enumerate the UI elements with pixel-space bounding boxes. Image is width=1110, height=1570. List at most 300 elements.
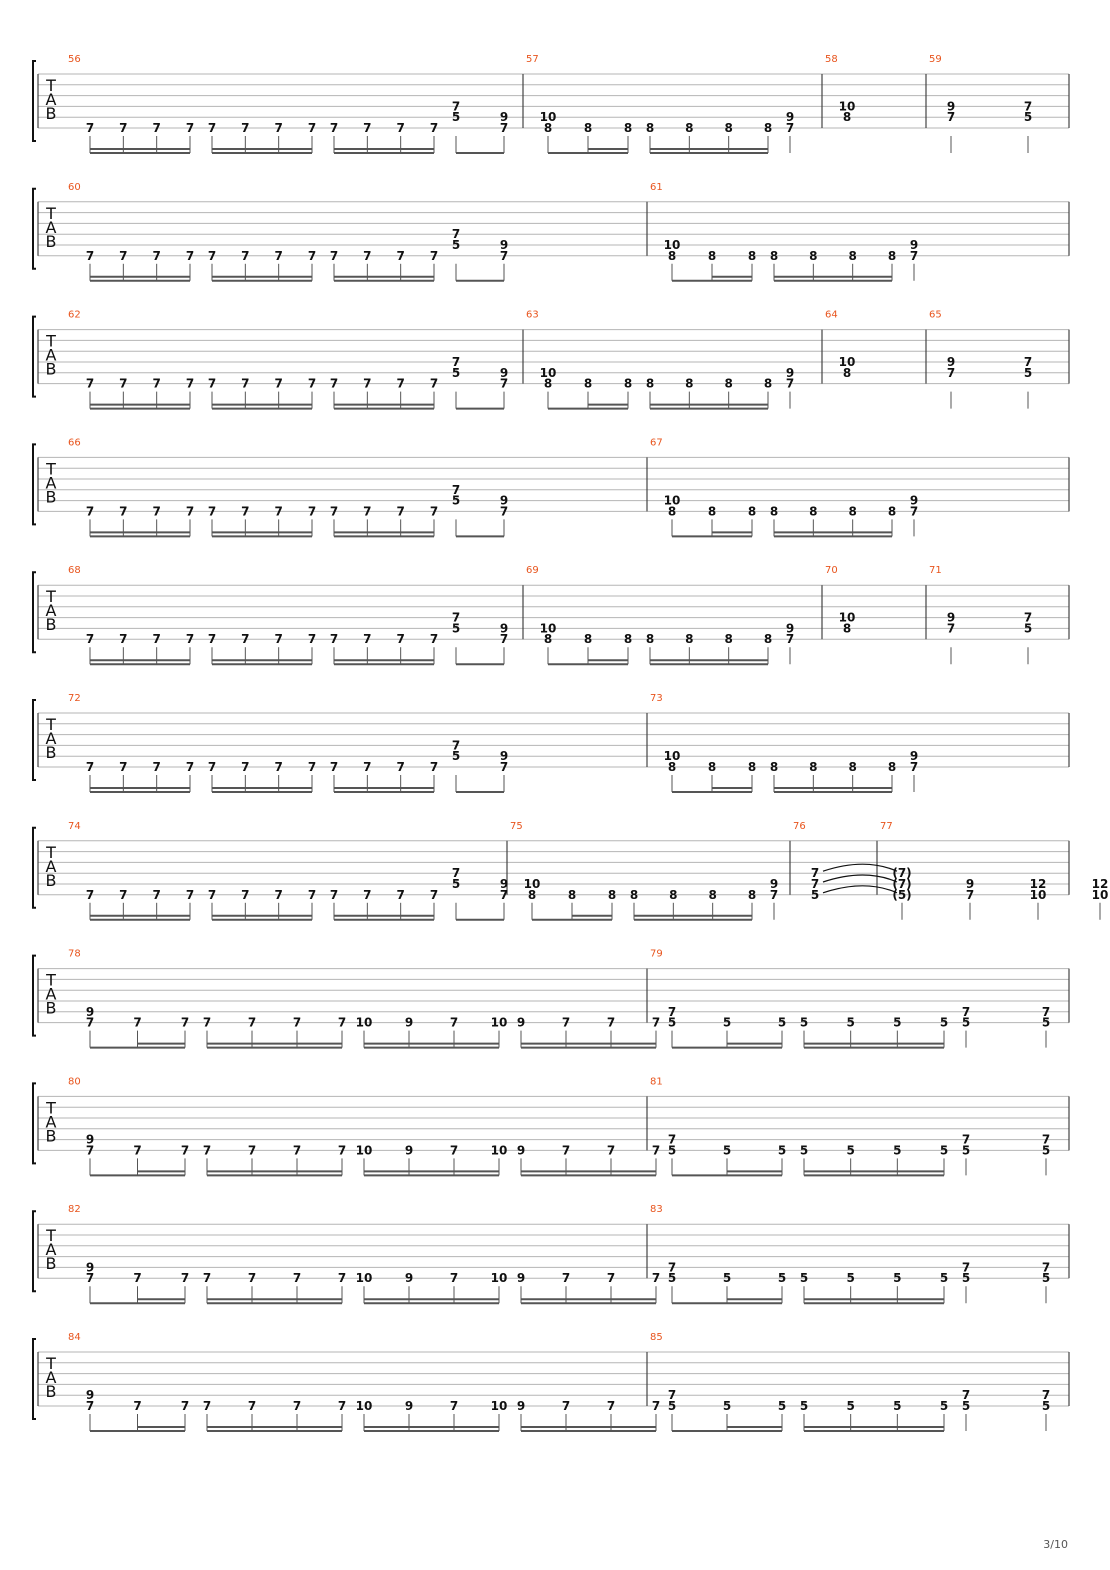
fret-number: 8	[708, 887, 717, 902]
system-bracket	[33, 189, 36, 269]
fret-number: 7	[1023, 610, 1033, 625]
fret-number: 7	[561, 1143, 571, 1158]
fret-number: 5	[1041, 1399, 1051, 1413]
fret-number: 8	[887, 760, 897, 774]
tab-clef-letter: B	[45, 615, 57, 635]
measure-number: 67	[650, 437, 663, 449]
fret-number: 7	[247, 1271, 257, 1286]
fret-number: 7	[152, 504, 161, 519]
fret-number: 7	[1041, 1260, 1051, 1275]
fret-number: 10	[838, 355, 856, 369]
fret-number: 7	[119, 248, 128, 263]
fret-number: 7	[1041, 1004, 1051, 1019]
fret-number: 7	[499, 632, 509, 647]
fret-number: 8	[747, 504, 757, 519]
tab-clef-letter: B	[45, 743, 57, 762]
fret-number: 7	[274, 376, 283, 391]
tab-clef-letter: B	[45, 998, 57, 1018]
fret-number: 5	[451, 110, 461, 125]
fret-number: 5	[961, 1399, 971, 1413]
fret-number: 8	[809, 248, 818, 263]
fret-number: 5	[846, 1143, 855, 1158]
fret-number: 8	[645, 632, 655, 647]
fret-number: 7	[651, 1015, 661, 1030]
fret-number: 7	[307, 632, 317, 647]
fret-number: 7	[961, 1004, 971, 1019]
fret-number: 8	[809, 504, 818, 519]
fret-number: 7	[667, 1388, 677, 1403]
fret-number: 7	[363, 632, 372, 647]
fret-number: 7	[363, 121, 372, 135]
fret-number: 7	[667, 1132, 677, 1147]
fret-number: 7	[785, 121, 795, 135]
fret-number: 10	[663, 493, 681, 508]
tab-clef-letter: B	[45, 104, 57, 123]
fret-number: 5	[939, 1399, 949, 1413]
fret-number: 7	[241, 248, 250, 263]
fret-number: 8	[629, 887, 639, 902]
fret-number: 10	[1029, 887, 1047, 902]
fret-number: 10	[355, 1399, 373, 1413]
fret-number: 7	[180, 1015, 190, 1030]
measure-number: 66	[68, 437, 81, 449]
fret-number: 7	[606, 1399, 616, 1413]
fret-number: 7	[85, 504, 95, 519]
fret-number: 7	[152, 376, 161, 391]
measure-number: 80	[68, 1076, 81, 1088]
fret-number: 7	[396, 760, 405, 774]
fret-number: 8	[848, 760, 857, 774]
fret-number: 7	[769, 887, 779, 902]
fret-number: 5	[939, 1015, 949, 1030]
tie-arc	[823, 886, 897, 893]
fret-number: 9	[499, 493, 509, 508]
fret-number: 10	[490, 1399, 508, 1413]
fret-number: 5	[799, 1015, 809, 1030]
fret-number: 8	[724, 376, 733, 391]
fret-number: 7	[185, 760, 195, 774]
measure-number: 69	[526, 565, 539, 577]
fret-number: 7	[337, 1143, 347, 1158]
fret-number: 8	[623, 632, 633, 647]
fret-number: 7	[363, 248, 372, 263]
tab-clef-letter: A	[45, 601, 57, 621]
fret-number: 7	[133, 1015, 142, 1030]
tab-clef-letter: B	[45, 870, 57, 890]
fret-number: 10	[838, 99, 856, 114]
fret-number: 5	[722, 1143, 732, 1158]
measure-number: 74	[68, 820, 81, 832]
fret-number: 7	[133, 1271, 142, 1286]
fret-number: 8	[543, 121, 553, 135]
fret-number: 8	[707, 248, 717, 263]
measure-number: 77	[880, 820, 893, 832]
measure-number: 60	[68, 181, 81, 193]
fret-number: 7	[329, 887, 339, 902]
fret-number: 8	[747, 248, 757, 263]
system-bracket	[33, 444, 36, 524]
fret-number: 10	[490, 1143, 508, 1158]
tab-clef-letter: T	[46, 331, 56, 351]
fret-number: 7	[207, 376, 217, 391]
measure-number: 83	[650, 1204, 663, 1216]
system-bracket	[33, 572, 36, 652]
fret-number: 7	[667, 1260, 677, 1275]
fret-number: 7	[337, 1399, 347, 1413]
fret-number: 8	[567, 887, 577, 902]
fret-number: 8	[887, 248, 897, 263]
fret-number: 7	[429, 504, 439, 519]
fret-number: 12	[1091, 877, 1109, 891]
fret-number: 7	[247, 1015, 257, 1030]
fret-number: 8	[623, 376, 633, 391]
fret-number: 9	[516, 1015, 526, 1030]
fret-number: 5	[451, 365, 461, 380]
tab-clef-letter: T	[46, 1098, 56, 1118]
fret-number: 7	[810, 877, 820, 891]
fret-number: 9	[85, 1388, 95, 1403]
fret-number: 5	[451, 749, 461, 764]
fret-number: 7	[119, 632, 128, 647]
fret-number: 5	[961, 1015, 971, 1030]
fret-number: 9	[909, 749, 919, 764]
fret-number: 9	[85, 1132, 95, 1147]
fret-number: 10	[355, 1015, 373, 1030]
measure-number: 57	[526, 54, 539, 65]
tab-clef-letter: T	[46, 715, 56, 734]
fret-number: 9	[946, 610, 956, 625]
system-bracket	[33, 317, 36, 397]
fret-number: 9	[785, 110, 795, 125]
fret-number: 7	[180, 1143, 190, 1158]
fret-number: 7	[307, 887, 317, 902]
tab-clef-letter: B	[45, 1126, 57, 1146]
fret-number: 8	[842, 110, 852, 125]
fret-number: 5	[777, 1271, 787, 1286]
fret-number: 7	[396, 887, 405, 902]
fret-number: 7	[274, 632, 283, 647]
fret-number: 7	[561, 1271, 571, 1286]
fret-number: 10	[539, 621, 557, 636]
fret-number: 5	[451, 493, 461, 508]
fret-number: 5	[722, 1015, 732, 1030]
fret-number: 7	[119, 760, 128, 774]
fret-number: 7	[307, 504, 317, 519]
fret-number: 8	[685, 376, 694, 391]
fret-number: 5	[777, 1143, 787, 1158]
fret-number: 10	[663, 749, 681, 764]
fret-number: 7	[651, 1399, 661, 1413]
fret-number: (7)	[892, 866, 912, 881]
measure-number: 78	[68, 948, 81, 960]
fret-number: 9	[499, 621, 509, 636]
fret-number: 7	[119, 376, 128, 391]
fret-number: 7	[307, 376, 317, 391]
fret-number: 7	[85, 248, 95, 263]
fret-number: 8	[583, 121, 593, 135]
fret-number: 7	[429, 121, 439, 135]
fret-number: 8	[842, 365, 852, 380]
measure-number: 56	[68, 54, 81, 65]
fret-number: 10	[490, 1015, 508, 1030]
fret-number: 7	[292, 1143, 302, 1158]
fret-number: 9	[499, 877, 509, 891]
fret-number: 7	[202, 1271, 212, 1286]
fret-number: 7	[180, 1271, 190, 1286]
fret-number: 8	[763, 376, 773, 391]
fret-number: 8	[667, 504, 677, 519]
fret-number: 7	[207, 121, 217, 135]
fret-number: 5	[722, 1271, 732, 1286]
fret-number: 8	[887, 504, 897, 519]
fret-number: 5	[799, 1143, 809, 1158]
fret-number: 7	[651, 1143, 661, 1158]
fret-number: 7	[946, 110, 956, 125]
tab-clef-letter: A	[45, 1240, 57, 1260]
fret-number: 7	[207, 504, 217, 519]
fret-number: 7	[1023, 355, 1033, 369]
fret-number: 7	[119, 887, 128, 902]
fret-number: 8	[842, 621, 852, 636]
measure-number: 65	[929, 309, 942, 321]
fret-number: 7	[499, 248, 509, 263]
tie-arc	[823, 875, 897, 882]
fret-number: 7	[337, 1271, 347, 1286]
fret-number: 8	[763, 121, 773, 135]
fret-number: 7	[396, 632, 405, 647]
fret-number: 8	[848, 248, 857, 263]
measure-number: 71	[929, 565, 942, 577]
fret-number: 8	[769, 504, 779, 519]
fret-number: 7	[651, 1271, 661, 1286]
measure-number: 82	[68, 1204, 81, 1216]
tab-clef-letter: A	[45, 729, 57, 748]
fret-number: 7	[185, 121, 195, 135]
fret-number: 7	[396, 376, 405, 391]
fret-number: 7	[499, 376, 509, 391]
fret-number: 7	[329, 248, 339, 263]
fret-number: 7	[292, 1015, 302, 1030]
fret-number: 5	[893, 1143, 902, 1158]
fret-number: 5	[939, 1271, 949, 1286]
fret-number: 7	[247, 1143, 257, 1158]
fret-number: 7	[810, 866, 820, 881]
fret-number: 7	[152, 121, 161, 135]
fret-number: 7	[247, 1399, 257, 1413]
fret-number: 5	[667, 1399, 677, 1413]
system-bracket	[33, 700, 36, 780]
fret-number: 7	[329, 376, 339, 391]
fret-number: 8	[724, 632, 733, 647]
fret-number: 9	[769, 877, 779, 891]
fret-number: 7	[449, 1015, 459, 1030]
page-number: 3/10	[1043, 1538, 1068, 1551]
fret-number: 7	[451, 482, 461, 497]
tab-clef-letter: B	[45, 231, 57, 251]
fret-number: 8	[763, 632, 773, 647]
fret-number: (7)	[892, 877, 912, 891]
fret-number: 7	[85, 121, 95, 135]
fret-number: 7	[133, 1399, 142, 1413]
tab-clef-letter: B	[45, 359, 57, 379]
fret-number: 7	[274, 887, 283, 902]
fret-number: 9	[946, 355, 956, 369]
fret-number: 7	[499, 121, 509, 135]
fret-number: 7	[85, 632, 95, 647]
fret-number: 7	[307, 248, 317, 263]
measure-number: 79	[650, 948, 663, 960]
tab-clef-letter: T	[46, 1354, 56, 1373]
fret-number: 7	[119, 121, 128, 135]
fret-number: 7	[449, 1143, 459, 1158]
fret-number: 7	[606, 1143, 616, 1158]
fret-number: 8	[707, 504, 717, 519]
fret-number: 8	[607, 887, 617, 902]
fret-number: 8	[527, 887, 537, 902]
fret-number: 8	[769, 760, 779, 774]
fret-number: 5	[893, 1271, 902, 1286]
fret-number: 7	[429, 760, 439, 774]
measure-number: 61	[650, 181, 663, 193]
fret-number: 7	[451, 738, 461, 753]
fret-number: 9	[404, 1015, 414, 1030]
fret-number: 7	[307, 760, 317, 774]
fret-number: 7	[292, 1271, 302, 1286]
tab-clef-letter: A	[45, 984, 57, 1004]
measure-number: 58	[825, 54, 838, 65]
fret-number: 7	[499, 887, 509, 902]
fret-number: 7	[241, 376, 250, 391]
fret-number: 9	[85, 1004, 95, 1019]
fret-number: 5	[810, 887, 820, 902]
fret-number: 9	[499, 749, 509, 764]
fret-number: 5	[1023, 621, 1033, 636]
fret-number: 7	[337, 1015, 347, 1030]
fret-number: 7	[85, 376, 95, 391]
tab-clef-letter: T	[46, 76, 56, 95]
measure-number: 59	[929, 54, 942, 65]
fret-number: 8	[809, 760, 818, 774]
fret-number: 7	[202, 1015, 212, 1030]
fret-number: 10	[663, 238, 681, 252]
tab-clef-letter: B	[45, 1382, 57, 1401]
fret-number: 7	[152, 887, 161, 902]
fret-number: 10	[838, 610, 856, 625]
fret-number: 10	[539, 365, 557, 380]
system-bracket	[33, 1339, 36, 1419]
fret-number: 7	[396, 121, 405, 135]
measure-number: 70	[825, 565, 838, 577]
measure-number: 76	[793, 820, 806, 832]
fret-number: 8	[543, 632, 553, 647]
fret-number: 8	[583, 376, 593, 391]
tab-clef-letter: T	[46, 970, 56, 990]
fret-number: 5	[451, 621, 461, 636]
fret-number: 7	[429, 887, 439, 902]
measure-number: 75	[510, 820, 523, 832]
fret-number: 7	[185, 248, 195, 263]
fret-number: 5	[1041, 1015, 1051, 1030]
fret-number: 7	[329, 632, 339, 647]
tab-clef-letter: A	[45, 217, 57, 237]
fret-number: 7	[119, 504, 128, 519]
tab-clef-letter: A	[45, 90, 57, 109]
measure-number: 72	[68, 693, 81, 704]
fret-number: 7	[185, 632, 195, 647]
system-bracket	[33, 1211, 36, 1291]
fret-number: 7	[85, 1399, 95, 1413]
measure-number: 73	[650, 693, 663, 704]
fret-number: 8	[769, 248, 779, 263]
fret-number: 7	[499, 504, 509, 519]
tab-clef-letter: T	[46, 203, 56, 223]
fret-number: 8	[669, 887, 678, 902]
fret-number: 7	[909, 504, 919, 519]
fret-number: 7	[363, 760, 372, 774]
fret-number: 7	[241, 504, 250, 519]
fret-number: 5	[961, 1143, 971, 1158]
fret-number: 7	[909, 248, 919, 263]
tab-clef-letter: T	[46, 459, 56, 479]
fret-number: 7	[396, 504, 405, 519]
measure-number: 64	[825, 309, 838, 321]
fret-number: 9	[404, 1271, 414, 1286]
fret-number: (5)	[892, 887, 912, 902]
fret-number: 9	[499, 110, 509, 125]
fret-number: 7	[307, 121, 317, 135]
fret-number: 7	[961, 1388, 971, 1403]
fret-number: 10	[490, 1271, 508, 1286]
system-bracket	[33, 828, 36, 908]
tab-clef-letter: A	[45, 1368, 57, 1387]
system-bracket	[33, 956, 36, 1036]
fret-number: 7	[451, 610, 461, 625]
fret-number: 7	[785, 376, 795, 391]
fret-number: 5	[846, 1399, 855, 1413]
tab-clef-letter: B	[45, 487, 57, 507]
tab-clef-letter: A	[45, 856, 57, 876]
fret-number: 5	[893, 1015, 902, 1030]
fret-number: 10	[1091, 887, 1109, 902]
fret-number: 7	[449, 1399, 459, 1413]
system-bracket	[33, 1083, 36, 1163]
fret-number: 7	[185, 504, 195, 519]
fret-number: 5	[451, 238, 461, 252]
fret-number: 7	[152, 248, 161, 263]
tab-clef-letter: T	[46, 1226, 56, 1246]
measure-number: 68	[68, 565, 81, 577]
fret-number: 7	[152, 760, 161, 774]
fret-number: 7	[180, 1399, 190, 1413]
fret-number: 9	[785, 365, 795, 380]
fret-number: 7	[241, 121, 250, 135]
fret-number: 5	[667, 1271, 677, 1286]
fret-number: 7	[606, 1015, 616, 1030]
fret-number: 9	[785, 621, 795, 636]
fret-number: 7	[185, 887, 195, 902]
measure-number: 63	[526, 309, 539, 321]
fret-number: 9	[965, 877, 975, 891]
fret-number: 7	[961, 1132, 971, 1147]
fret-number: 7	[329, 121, 339, 135]
fret-number: 5	[846, 1015, 855, 1030]
fret-number: 10	[355, 1271, 373, 1286]
fret-number: 8	[623, 121, 633, 135]
fret-number: 5	[1041, 1271, 1051, 1286]
fret-number: 7	[396, 248, 405, 263]
fret-number: 9	[499, 238, 509, 252]
fret-number: 8	[685, 121, 694, 135]
